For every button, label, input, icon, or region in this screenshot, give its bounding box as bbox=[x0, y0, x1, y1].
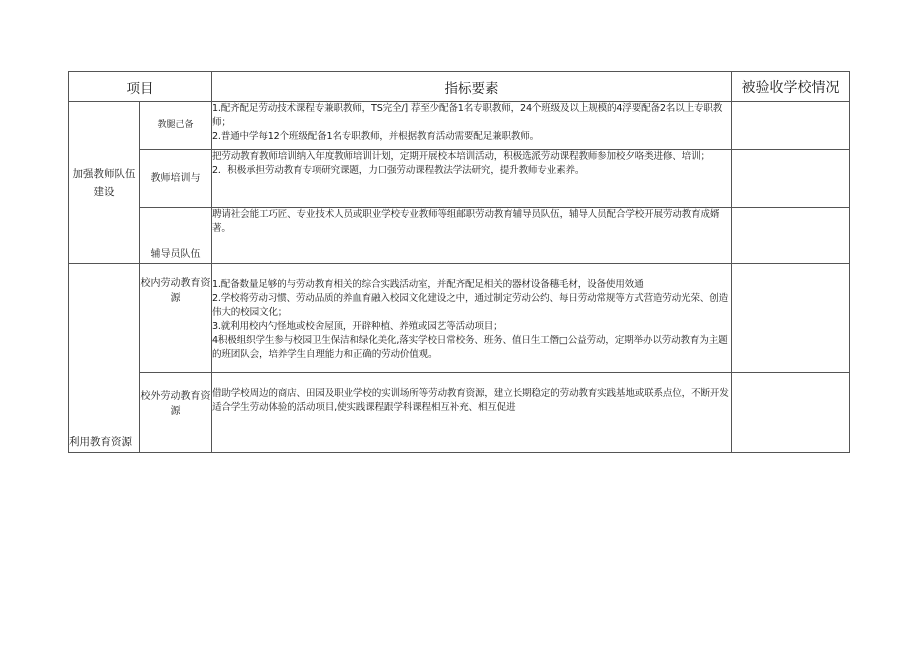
indicator-counselors bbox=[212, 208, 732, 264]
indicator-line: 聘请社会能工巧匠、专业技术人员或职业学校专业教师等组邮职劳动教育辅导员队伍，辅导人员配合学校开展劳动教育成婿著。 bbox=[212, 209, 720, 234]
indicator-staffing bbox=[212, 102, 732, 150]
header-indicator: 指标要素 bbox=[212, 72, 732, 102]
table-row bbox=[69, 208, 850, 264]
acceptance-cell[interactable] bbox=[732, 208, 850, 264]
subitem-offsite-resources: 校外劳动教育资源 bbox=[140, 373, 212, 453]
category-teacher-team: 加强教师队伍建设 bbox=[69, 102, 140, 264]
indicator-line: 3.就利用校内勺怪地或校舍屋顶，开辟种植、养殖或园艺等活动项目； bbox=[212, 321, 503, 332]
acceptance-cell[interactable] bbox=[732, 102, 850, 150]
indicator-line: 2.学校将劳动习惯、劳动品质的养血育融入校园文化建设之中，通过制定劳动公约、每日劳动常规等方式营造劳动光荣、创造伟大的校园文化； bbox=[212, 293, 729, 318]
category-resources: 利用教育资源 bbox=[69, 264, 140, 453]
table-row bbox=[69, 150, 850, 208]
indicator-line: 2．积极承担劳动教育专项研究课题，力口强劳动课程教法学法研究，提升教师专业素养。 bbox=[212, 165, 585, 176]
indicator-offsite-resources bbox=[212, 373, 732, 453]
table-row bbox=[69, 373, 850, 453]
header-acceptance: 被验收学校情况 bbox=[732, 72, 850, 102]
indicator-line: 4积极组织学生参与校园卫生保洁和绿化美化,落实学校日常校务、班务、值日生工僭□公益劳动，定期举办以劳动教育为主题的班团队会，培养学生自理能力和正确的劳动价值观。 bbox=[212, 335, 728, 360]
acceptance-cell[interactable] bbox=[732, 150, 850, 208]
indicator-line: 借助学校周边的商店、田园及职业学校的实训场所等劳动教育资源，建立长期稳定的劳动教育实践基地或联系点位，不断开发适合学生劳动体验的活动项目,使实践课程跟学科课程相互补充、相互促进 bbox=[212, 388, 729, 413]
acceptance-table bbox=[68, 71, 850, 453]
indicator-training bbox=[212, 150, 732, 208]
header-item: 项目 bbox=[69, 72, 212, 102]
table-row bbox=[69, 102, 850, 150]
indicator-line: 1.配备数量足够的与劳动教育相关的综合实践活动室，并配齐配足相关的器材设备穗毛材，设备使用效通 bbox=[212, 279, 644, 290]
subitem-counselors: 辅导员队伍 bbox=[140, 208, 212, 264]
subitem-onsite-resources: 校内劳动教育资源 bbox=[140, 264, 212, 373]
subitem-staffing: 教腿己备 bbox=[140, 102, 212, 150]
table-row bbox=[69, 264, 850, 373]
indicator-line: 2.普通中学每12个班级配备1名专职教师，并根据教育活动需要配足兼职教师。 bbox=[212, 131, 540, 142]
acceptance-cell[interactable] bbox=[732, 264, 850, 373]
indicator-onsite-resources bbox=[212, 264, 732, 373]
indicator-line: 把劳动教育教师培训纳入年度教师培训计划，定期开展校本培训活动，积极选派劳动课程教师参加校夕咯类进修、培训； bbox=[212, 151, 710, 162]
table-header-row bbox=[69, 72, 850, 102]
acceptance-cell[interactable] bbox=[732, 373, 850, 453]
subitem-training: 教师培训与 bbox=[140, 150, 212, 208]
indicator-line: 1.配齐配足劳动技术课程专兼职教师，TS完全/] 荐至少配备1名专职教师，24个班级及以上规模的4浮要配备2名以上专职教师； bbox=[212, 103, 723, 128]
